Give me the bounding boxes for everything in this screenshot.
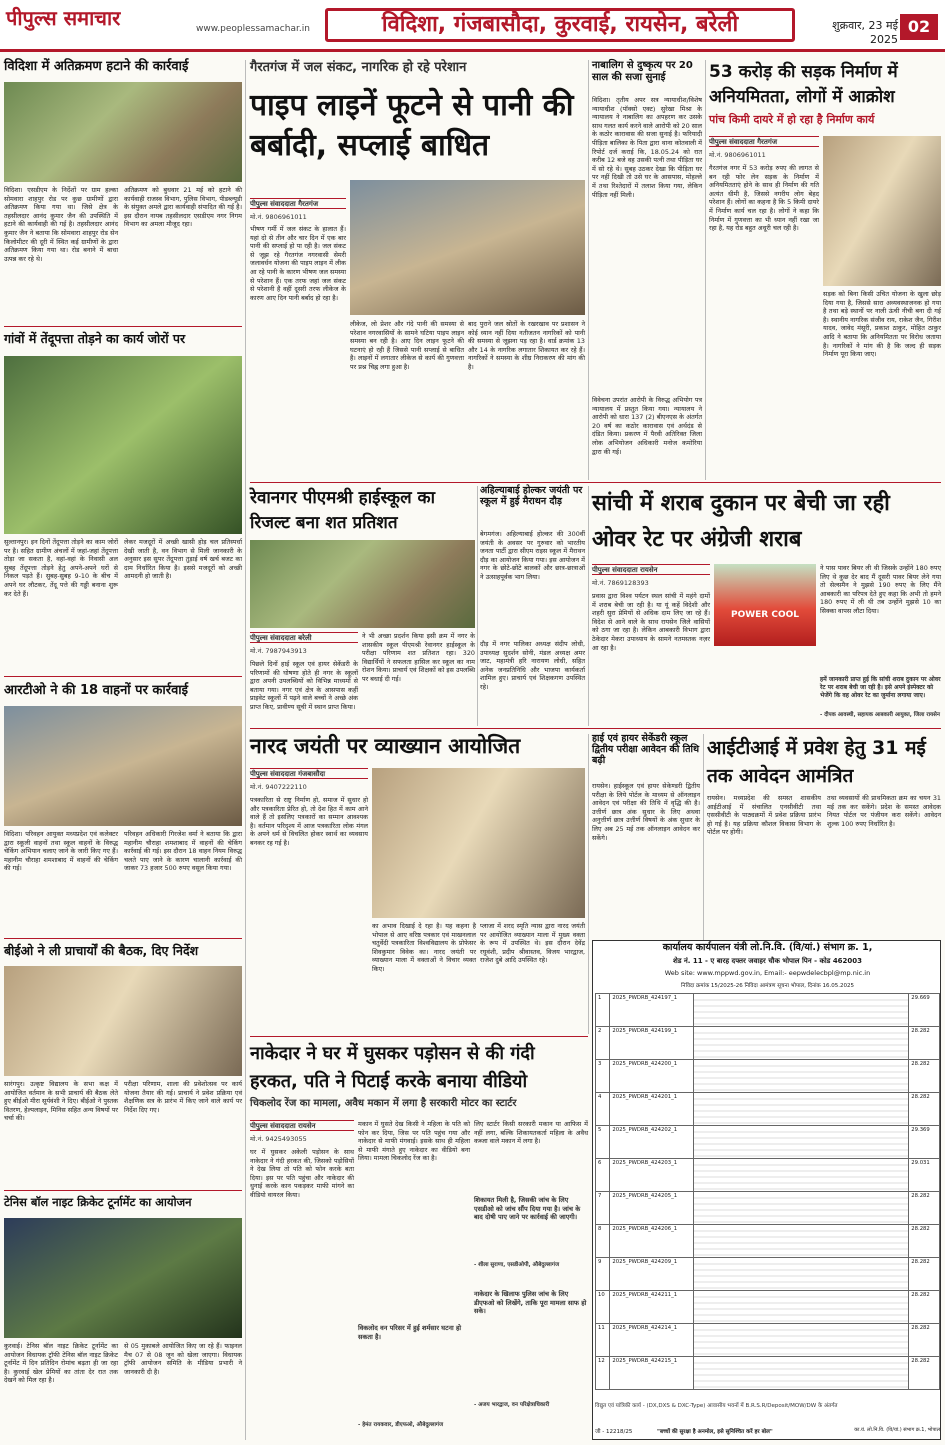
- tender-row: [596, 1159, 940, 1192]
- page-number: 02: [900, 14, 938, 40]
- road-story: [709, 60, 941, 480]
- article-title-encroachment: विदिशा में अतिक्रमण हटाने की कार्रवाई: [4, 59, 189, 74]
- article-body: रायसेन। मध्यप्रदेश की समस्त शासकीय आईटीआई में संचालित एनसीवीटी तथा एससीवीटी के पाठ्यक्रमों में प्रवेश प्रक्रिया प्रारंभ हो गई है। यह प्रक्रिया कौशल विकास विभाग के पोर्टल पर होगी।: [707, 794, 821, 837]
- photo-beo-meeting: [4, 966, 242, 1076]
- tender-row: [596, 1225, 940, 1258]
- photo-lecture-event: [372, 768, 585, 918]
- site-url[interactable]: www.peoplessamachar.in: [196, 24, 310, 34]
- column-rule: [245, 60, 246, 1440]
- tender-number: 2025_PWDRB_424203_1: [610, 1159, 694, 1192]
- photo-school-students: [250, 540, 475, 628]
- byline: पीपुल्स संवाददाता गंजबासौदा: [250, 768, 368, 779]
- tender-serial: 5: [596, 1126, 610, 1159]
- iti-headline: आईटीआई में प्रवेश हेतु 31 मई तक आवेदन आमंत्रित: [707, 737, 926, 787]
- tender-number: 2025_PWDRB_424202_1: [610, 1126, 694, 1159]
- article-body: पत्रकारिता से राष्ट्र निर्माण हो, समाज में सुधार हो और पत्रकारिता प्रेरित हो, तो देश हित में काम आने वाले हैं तो इसलिए पत्रकारों का सम्मान आवश्यक है। वर्तमान परिदृश्य में आज पत्रकारिता लोक मंगल के अपने धर्म से विचलित होकर स्वार्थ का व्यवसाय बनकर रह गई है।: [250, 796, 368, 847]
- issue-date: शुक्रवार, 23 मई 2025: [832, 19, 898, 46]
- tender-serial: 4: [596, 1093, 610, 1126]
- tender-work-cell: [694, 1192, 909, 1225]
- tender-table: [595, 993, 940, 1390]
- tender-amount: 29.031: [909, 1159, 940, 1192]
- article-body: परीक्षा परिणाम, शाला की प्रवेशोत्सव पर कार्य योजना तैयार की गई। प्राचार्य ने प्रवेश प्रक्रिया एवं शैक्षणिक सत्र के प्रारंभ में किए जाने वाले कार्य पर निर्देश दिए गए।: [124, 1080, 242, 1114]
- tender-amount: 28.282: [909, 1060, 940, 1093]
- tender-work-cell: [694, 1324, 909, 1357]
- tender-number: 2025_PWDRB_424200_1: [610, 1060, 694, 1093]
- tender-intro: निविदा क्रमांक 15/2025-26 निविदा आमंत्रण सूचना भोपाल, दिनांक 16.05.2025: [680, 983, 855, 989]
- article-body: दौड़ में नगर पालिका अध्यक्ष संदीप लोधी, उपाध्यक्ष सुदर्शन सोनी, मंडल अध्यक्ष अमर जाट, महामंत्री हरि नारायण लोधी, सहित अनेक जनप्रतिनिधि और भाजपा कार्यकर्ता शामिल हुए। प्राचार्य एवं शिक्षकगण उपस्थित रहे।: [480, 640, 585, 691]
- article-body: मकान में घुसते देख किसी ने महिला के पति को फोन कर दिया, जिस पर पति पहुंच गया और नाकेदार से माफी मंगवाई। इसके साथ ही महिला से माफी मंगाते हुए नाकेदार का वीडियो बना लिया। मामला चिकलोद रेंज का है।: [358, 1120, 470, 1163]
- sdop-quote-attribution: - शीला सुराणा, एसडीओपी, औबेदुल्लागंज: [474, 1262, 560, 1268]
- article-body: कुरवाई। टेनिस बॉल नाइट क्रिकेट टूर्नामेंट का आयोजन विधायक ट्रॉफी टेनिस बॉल नाइट क्रिकेट टूर्नामेंट में दिन प्रतिदिन रोमांच बढ़ता ही जा रहा है। कुरवाई खेल प्रेमियों का तांता देर रात तक देखने को मिल रहा है।: [4, 1342, 118, 1385]
- article-body: सारंगपुर। उत्कृष्ट विद्यालय के सभा कक्ष में आयोजित वर्तमान के सभी प्राचार्य की बैठक लेते हुए बीईओ मीरा सूर्यवंशी ने दिए। बीईओ ने पुस्तक वितरण, हेल्पलाइन, मिनिस सहित अन्य विषयों पर चर्चा की।: [4, 1080, 118, 1123]
- tender-notice: [592, 940, 941, 1440]
- tender-amount: 28.282: [909, 1291, 940, 1324]
- tender-serial: 10: [596, 1291, 610, 1324]
- divider: [250, 728, 941, 729]
- forest-subhead: चिकलोद रेंज का मामला, अवैध मकान में लगा है सरकारी मोटर का स्टार्टर: [250, 1098, 517, 1109]
- lead-kicker: गैरतगंज में जल संकट, नागरिक हो रहे परेशान: [250, 60, 467, 75]
- tender-serial: 11: [596, 1324, 610, 1357]
- article-body: अतिक्रमण को बुधवार 21 मई को हटाने की कार्यवाही राजस्व विभाग, पुलिस विभाग, पीडब्ल्यूडी के संयुक्त अमले द्वारा कार्यवाही संपादित की गई है। इस दौरान नायब तहसीलदार एसडीएम नगर निगम विभाग का अमला मौजूद रहा।: [124, 186, 242, 229]
- tender-serial: 12: [596, 1357, 610, 1390]
- tender-row: [596, 1357, 940, 1390]
- court-headline: नाबालिग से दुष्कृत्य पर 20 साल की सजा सुनाई: [592, 60, 693, 83]
- tender-number: 2025_PWDRB_424199_1: [610, 1027, 694, 1060]
- tender-work-cell: [694, 1093, 909, 1126]
- tender-address: शेड नं. 11 - ए बारह दफ्तर जवाहर चौक भोपाल पिन - कोड 462003: [672, 957, 863, 965]
- tender-row: [596, 1192, 940, 1225]
- tender-work-cell: [694, 1291, 909, 1324]
- range-officer-attribution: - अजय भारद्वाज, वन परिक्षेत्राधिकारी: [474, 1402, 550, 1408]
- photo-night-cricket: [4, 1218, 242, 1338]
- article-title-cricket: टेनिस बॉल नाइट क्रिकेट टूर्नामेंट का आयोजन: [4, 1195, 192, 1209]
- school-headline: रेवानगर पीएमश्री हाईस्कूल का रिजल्ट बना शत प्रतिशत: [250, 488, 436, 533]
- tender-row: [596, 1324, 940, 1357]
- lead-story: [250, 60, 585, 480]
- forest-headline: नाकेदार ने घर में घुसकर पड़ोसन से की गंदी हरकत, पति ने पिटाई करके बनाया वीडियो: [250, 1043, 535, 1092]
- tender-work-description: विद्युत एवं यांत्रिकी कार्य - (DX,DXS & DXC-Type) आवासीय भवनों में B.R.S.R/Deposit/MOW/DW के अंतर्गत: [595, 1403, 838, 1409]
- column-rule: [477, 486, 478, 726]
- tender-work-cell: [694, 1126, 909, 1159]
- tender-number: 2025_PWDRB_424209_1: [610, 1258, 694, 1291]
- divider: [4, 938, 242, 939]
- tender-amount: 29.369: [909, 1126, 940, 1159]
- tender-ref: जी - 12218/25: [595, 1429, 633, 1435]
- marathon-story: [480, 486, 585, 726]
- tender-number: 2025_PWDRB_424206_1: [610, 1225, 694, 1258]
- marathon-headline: अहिल्याबाई होल्कर जयंती पर स्कूल में हुई मैराथन दौड़: [480, 485, 583, 507]
- reporter-mobile: मो.नं. 7987943913: [250, 647, 307, 655]
- tender-amount: 28.282: [909, 1357, 940, 1390]
- article-body: प्लाजा में शरद स्मृति न्यास द्वारा नारद जयंती पर आयोजित व्याख्यान माला में मुख्य वक्ता के रूप में उपस्थित थे। इस दौरान देवेंद्र रघुवंशी, प्रदीप श्रीवास्तव, विजय भारद्वाज, राजेश दुबे आदि उपस्थित रहे।: [480, 922, 585, 965]
- tender-work-cell: [694, 1027, 909, 1060]
- tender-amount: 28.282: [909, 1093, 940, 1126]
- reporter-mobile: मो.नं. 9425493055: [250, 1135, 307, 1143]
- photo-pipe-leak: [350, 180, 585, 315]
- article-body: ने भी अच्छा प्रदर्शन किया इसी क्रम में नगर के शासकीय स्कूल पीएमश्री रेवानगर हाईस्कूल के परीक्षा परिणाम शत प्रतिशत रहा। 320 विद्यार्थियों ने सफलता हासिल कर स्कूल का नाम रोशन किया। प्राचार्य एवं शिक्षकों को इस उपलब्धि पर बधाई दी गई।: [362, 632, 475, 683]
- reporter-mobile: मो.नं. 7869128393: [592, 579, 649, 587]
- tender-row: [596, 1060, 940, 1093]
- article-body: पिछले दिनों हाई स्कूल एवं हायर सेकेंडरी के परिणामों की घोषणा होते ही नगर के स्कूलों द्वारा अपनी उपलब्धियों को विभिन्न माध्यमों से बताया गया। नगर एवं क्षेत्र के आसपास कहीं प्राइवेट स्कूलों में पढ़ने वाले बच्चों ने अच्छे अंक प्राप्त किए, प्रावीण्य सूची में स्थान प्राप्त किया।: [250, 660, 358, 711]
- column-rule: [705, 60, 706, 480]
- divider: [4, 676, 242, 677]
- reporter-mobile: मो.नं. 9407222110: [250, 783, 307, 791]
- edition-title: विदिशा, गंजबासौदा, कुरवाई, रायसेन, बरेली: [325, 8, 795, 42]
- tender-amount: 29.669: [909, 994, 940, 1027]
- tender-amount: 28.282: [909, 1258, 940, 1291]
- article-body: लीकेज, लो प्रेशर और गंदे पानी की समस्या से परेशान नगरवासियों के सामने घटिया पाइप लाइन समस्या बन रही है। आए दिन लाइन फूटने की घटनाएं हो रही हैं जिससे पानी सप्लाई से बाधित है। लाइनों में लगातार लीकेज से कार्य की गुणवत्ता पर प्रश्न चिह्न लगा हुआ है।: [350, 320, 464, 371]
- court-story: [592, 60, 702, 480]
- article-body: परिवहन अधिकारी गिरजेश वर्मा ने बताया कि द्वारा महानीम चौराहा शमशाबाद में वाहनों की चेकिंग कार्रवाई की गई। इस दौरान 18 वाहन नियम विरुद्ध चलते पाए जाने के कारण चालानी कार्रवाई की जाकर 73 हजार 500 रुपए वसूल किया गया।: [124, 830, 242, 873]
- tender-number: 2025_PWDRB_424215_1: [610, 1357, 694, 1390]
- article-body: विवेचना उपरांत आरोपी के विरुद्ध अभियोग पत्र न्यायालय में प्रस्तुत किया गया। न्यायालय ने आरोपी को धारा 137 (2) बीएनएस के अंतर्गत 20 वर्ष का कठोर कारावास एवं अर्थदंड से दंडित किया। प्रकरण में पैरवी अतिरिक्त जिला लोक अभियोजन अधिकारी मनोज कमोरिया द्वारा की गई।: [592, 396, 702, 456]
- article-body: का अभाव दिखाई दे रहा है। यह कहना है भोपाल से आए वरिष्ठ पत्रकार एवं माखनलाल चतुर्वेदी पत्रकारिता विश्वविद्यालय के प्रोफेसर शिवकुमार विवेक का। नारद जयंती पर व्याख्यान माला में वक्ताओं ने विचार व्यक्त किए।: [372, 922, 476, 973]
- article-body: ने पास पावर बियर ली थी जिसके उन्होंने 180 रुपए लिए थे कुछ देर बाद मैं दूसरी पावर बियर लेने गया तो सेल्समैन ने मुझसे 190 रुपए के लिए मैंने आबकारी का परिपत्र देते हुए कहा कि अभी तो हमने 180 रुपए में ली थी तब उन्होंने मुझसे 10 का सिक्का वापस लौटा दिया।: [820, 564, 941, 615]
- tender-work-cell: [694, 1060, 909, 1093]
- article-body: बाद पुराने जल स्रोतों के रखरखाव पर प्रशासन ने कोई ध्यान नहीं दिया नतीजतन नागरिकों को पानी की समस्या से जूझना पड़ रहा है। वार्ड क्रमांक 13 और 14 के नागरिक लगातार शिकायत कर रहे हैं। नागरिकों ने समस्या के शीघ्र निराकरण की मांग की है।: [468, 320, 585, 371]
- article-body: प्रवास द्वारा विश्व पर्यटन स्थल सांची में महंगे दामों में शराब बेची जा रही है। या यूं कहें विदेशी और शहरी सुरा प्रेमियों से अधिक दाम लिए जा रहे हैं। विदेश से आने वाले के साथ रायसेन जिले वासियों को ठगा जा रहा है। लेकिन आबकारी विभाग द्वारा ठेकेदार मेकरा उपाध्याय के सामने नतमस्तक नज़र आ रहा है।: [592, 592, 710, 652]
- liquor-headline: सांची में शराब दुकान पर बेची जा रही ओवर रेट पर अंग्रेजी शराब: [592, 491, 890, 552]
- reporter-mobile: मो.नं. 9806961011: [709, 151, 766, 159]
- article-body: सड़क को बिना किसी उचित योजना के खुला छोड़ दिया गया है, जिससे सारा अव्यवस्थाजनक हो गया है तथा बड़े स्थानों पर नाली ऊंची नीची बना दी गई है। स्थानीय नागरिक संजीव राय, राकेश जैन, गिरीश यादव, जावेद मंसूरी, प्रकाश ठाकुर, मोहित ठाकुर आदि ने बताया कि अनियमितता पर विरोध जताया है। नागरिकों ने मांग की है कि जल्द ही सड़क निर्माण पूरा किया जाए।: [823, 290, 941, 359]
- tender-row: [596, 1258, 940, 1291]
- tender-number: 2025_PWDRB_424214_1: [610, 1324, 694, 1357]
- tender-serial: 8: [596, 1225, 610, 1258]
- tender-serial: 7: [596, 1192, 610, 1225]
- school-story: [250, 486, 475, 726]
- official-quote: हमें जानकारी प्राप्त हुई कि सांची शराब दुकान पर ओवर रेट पर शराब बेची जा रही है। इसे अपने इंस्पेक्टर को भेजेंगे कि वह ओवर रेट का जुर्माना लगाया जाए।: [820, 676, 941, 699]
- article-title-rto: आरटीओ ने की 18 वाहनों पर कार्रवाई: [4, 683, 189, 698]
- tender-work-cell: [694, 1159, 909, 1192]
- can-label: POWER COOL: [730, 610, 800, 620]
- road-subhead: पांच किमी दायरे में हो रहा है निर्माण कार्य: [709, 113, 875, 126]
- column-rule: [588, 60, 589, 480]
- article-body: सुल्तानपुर। इन दिनों तेंदूपत्ता तोड़ने का काम जोरों पर है। सहित ग्रामीण अंचलों में जहां-जहां तेंदूपत्ता तोड़ा जा सकता है, वहां-वहां के निवासी अल सुबह तेंदूपत्ता तोड़ने हेतु अपने-अपने घरों से निकल पड़ते हैं। सुबह-सुबह 9-10 के बीच में अपने घर लौटकर, तेंदू पत्ते की गड्डी बनाना शुरू कर देते हैं।: [4, 538, 118, 598]
- forest-story: [250, 1040, 588, 1440]
- narad-story: [250, 734, 585, 1012]
- tender-work-cell: [694, 1225, 909, 1258]
- tender-signatory: का.यं. लो.नि.वि. (वि/यां.) संभाग क्र.1, भोपाल: [854, 1427, 940, 1433]
- article-title-beo: बीईओ ने ली प्राचार्यों की बैठक, दिए निर्देश: [4, 943, 199, 958]
- tender-number: 2025_PWDRB_424201_1: [610, 1093, 694, 1126]
- tender-row: [596, 1027, 940, 1060]
- article-body: भीषण गर्मी में जल संकट के हालात हैं। यहां दो से तीन और चार दिन में एक बार पानी की सप्लाई हो पा रही है। जल संकट से जूझ रहे गैरतगंज नगरवासी सेमरी जलावर्धन योजना की पाइप लाइन में लीक आ रहे पानी के कारण भीषण जल समस्या से परेशान हैं। एक तरफ जहां जल संकट से परेशानी है वहीं दूसरी तरफ लीकेज के कारण आए दिन पानी बर्बाद हो रहा है।: [250, 225, 346, 302]
- sdop-quote: शिकायत मिली है, जिसकी जांच के लिए एसडीओ को जांच सौंप दिया गया है। जांच के बाद दोषी पाए जाने पर कार्रवाई की जाएगी।: [474, 1196, 581, 1221]
- article-body: रायसेन। हाईस्कूल एवं हायर सेकेण्डरी द्वितीय परीक्षा के लिये पोर्टल के माध्यम से ऑनलाइन आवेदन एवं परीक्षा की तिथि में वृद्धि की है। उत्तीर्ण छात्र अंक सुधार के लिए अथवा अनुत्तीर्ण छात्र उत्तीर्ण विषयों के अंक सुधार के लिए अब 25 मई तक ऑनलाइन आवेदन कर सकेंगे।: [592, 782, 700, 842]
- article-body: विदिशा। तृतीय अपर सत्र न्यायाधीश/विशेष न्यायाधीश (पॉक्सो एक्ट) सुरेखा मिश्रा के न्यायालय ने नाबालिग का अपहरण कर उसके साथ गलत कार्य करने वाले आरोपी को 20 साल के कठोर कारावास की सजा सुनाई है। फरियादी पीड़िता बालिका के पिता द्वारा थाना कोतवाली में रिपोर्ट दर्ज कराई कि, 18.05.24 को रात करीब 12 बजे वह उसकी पत्नी तथा पीड़िता घर में सो रहे थे। सुबह उठकर देखा कि पीड़िता घर पर नहीं दिखी तो उसे घर के आसपास, मोहल्ले में तथा रिश्तेदारों में तलाश किया गया, लेकिन पीड़िता नहीं मिली।: [592, 96, 702, 199]
- tender-number: 2025_PWDRB_424197_1: [610, 994, 694, 1027]
- quote-attribution: - दीपक आवस्थी, सहायक आबकारी आयुक्त, जिला रायसेन: [820, 712, 940, 718]
- newspaper-logo: पीपुल्स समाचार: [6, 6, 121, 30]
- tender-row: [596, 994, 940, 1027]
- tender-amount: 28.282: [909, 1324, 940, 1357]
- tender-serial: 6: [596, 1159, 610, 1192]
- photo-road-construction: [823, 136, 941, 286]
- tender-amount: 28.282: [909, 1192, 940, 1225]
- dfo-quote: विकलोद वन परिसर में हुई शर्मसार घटना हो सकता है।: [358, 1324, 462, 1341]
- narad-headline: नारद जयंती पर व्याख्यान आयोजित: [250, 734, 521, 758]
- tender-serial: 3: [596, 1060, 610, 1093]
- byline: पीपुल्स संवाददाता गैरतगंज: [709, 136, 819, 147]
- tender-work-cell: [694, 1357, 909, 1390]
- tender-amount: 28.282: [909, 1225, 940, 1258]
- article-body: गैरतगंज नगर में 53 करोड़ रुपए की लागत से बन रही फोर लेन सड़क के निर्माण में अनियमितताएं होने के साथ ही निर्माण की गति अत्यंत धीमी है, जिससे नगरीय लोग बेहद परेशान हैं। लोगों का कहना है कि 5 किमी दायरे में निर्माण कार्य चल रहा है। लोगों ने कहा कि निर्माण में गुणवत्ता का भी ध्यान नहीं रखा जा रहा है, यह रोड बहुत अधूरी चल रही है।: [709, 164, 819, 233]
- article-body: विदिशा। एसडीएम के निर्देशों पर ग्राम हल्का सोमवारा शाहपुर रोड पर कुछ ग्रामीणों द्वारा अतिक्रमण किया गया था। जिसे क्षेत्र के तहसीलदार आनंद कुमार जैन की उपस्थिति में हटाने की कार्यवाही की गई है। तहसीलदार आनंद कुमार जैन ने बताया कि सोमवारा शाहपुर रोड सेन किलोमीटर की दूरी में स्थित कई ग्रामीणों के द्वारा अतिक्रमण किया गया था। रोड बनाने में बाधा उत्पन्न कर रहे थे।: [4, 186, 118, 263]
- divider: [4, 326, 242, 327]
- lead-headline: पाइप लाइनें फूटने से पानी की बर्बादी, सप्लाई बाधित: [250, 88, 574, 163]
- article-body: से 05 मुकाबले आयोजित किए जा रहे हैं। फाइनल मैच 07 से 08 जून को खेला जाएगा। विधायक ट्रॉफी आयोजन समिति के मीडिया प्रभारी ने जानकारी दी है।: [124, 1342, 242, 1376]
- divider: [250, 1036, 588, 1037]
- byline: पीपुल्स संवाददाता बरेली: [250, 632, 358, 643]
- left-column: [4, 60, 242, 1440]
- article-body: लिए स्टार्टर किसी सरकारी मकान या आफिस में नहीं लगा, बल्कि शिकायतकर्ता महिला के अवैध कब्जा वाले मकान में लगा है।: [474, 1120, 588, 1146]
- tender-web[interactable]: Web site: www.mppwd.gov.in, Email:- eepwdelecbpl@mp.nic.in: [664, 969, 871, 977]
- photo-rto-checking: [4, 706, 242, 826]
- article-body: बेगमगंज। अहिल्याबाई होल्कर की 300वीं जयंती के अवसर पर गुरुवार को भारतीय जनता पार्टी द्वारा सीएम राइस स्कूल में मैराथन दौड़ का आयोजन किया गया। इस आयोजन में नगर के छोटे-छोटे बालकों और छात्र-छात्राओं ने उत्साहपूर्वक भाग लिया।: [480, 530, 585, 581]
- reporter-mobile: मो.नं. 9806961011: [250, 213, 307, 221]
- liquor-story: [592, 486, 941, 726]
- tender-slogan: "बच्चों की सुरक्षा है अनमोल, इसे सुनिश्चित करें हर बोल": [657, 1429, 773, 1435]
- dfo-quote-attribution: - हेमंत रायकवार, डीएफओ, औबेदुल्लागंज: [358, 1422, 444, 1428]
- tender-number: 2025_PWDRB_424205_1: [610, 1192, 694, 1225]
- tender-work-cell: [694, 1258, 909, 1291]
- photo-encroachment: [4, 82, 242, 182]
- masthead-bar: [0, 0, 945, 52]
- divider: [4, 1190, 242, 1191]
- byline: पीपुल्स संवाददाता रायसेन: [250, 1120, 354, 1131]
- divider: [250, 482, 941, 483]
- article-body: घर में घुसकर अकेली पड़ोसन के साथ नाकेदार ने गंदी हरकत की, जिसको पड़ोसियों ने देख लिया तो पति को फोन करके बता दिया। इस पर पति पहुंचा और नाकेदार की धुनाई करके कान पकड़कर माफी मांगने का वीडियो वायरल किया।: [250, 1148, 354, 1199]
- article-title-tendu: गांवों में तेंदूपत्ता तोड़ने का कार्य जोरों पर: [4, 331, 186, 346]
- tender-row: [596, 1126, 940, 1159]
- byline: पीपुल्स संवाददाता रायसेन: [592, 564, 710, 575]
- tender-office: कार्यालय कार्यपालन यंत्री लो.नि.वि. (वि/यां.) संभाग क्र. 1,: [662, 942, 873, 953]
- article-body: लेकर मजदूरों में अच्छी खासी होड़ चल प्रतिस्पर्धा देखी जाती है, वन विभाग से मिली जानकारी के अनुसार इस सुपर तेंदूपत्ता तुड़ाई वर्ष खर्च बजट का दाम निर्धारित किया है। इससे मजदूरों को अच्छी आमदनी हो जाती है।: [124, 538, 242, 581]
- iti-story: [707, 734, 941, 934]
- column-rule: [588, 734, 589, 1034]
- byline: पीपुल्स संवाददाता गैरतगंज: [250, 198, 346, 209]
- column-rule: [588, 486, 589, 726]
- tender-amount: 28.282: [909, 1027, 940, 1060]
- tender-serial: 2: [596, 1027, 610, 1060]
- photo-beer-can: [714, 564, 816, 646]
- exam-headline: हाई एवं हायर सेकेंडरी स्कूल द्वितीय परीक्षा आवेदन की तिथि बढ़ी: [592, 733, 700, 766]
- article-body: तथा व्यवसायों की प्राथमिकता क्रम का चयन 31 मई तक कर सकेंगे। प्रदेश के समस्त आवेदक नियत पोर्टल पर पंजीयन करा सकेंगे। आवेदन शुल्क 100 रुपए निर्धारित है।: [827, 794, 941, 828]
- tender-row: [596, 1291, 940, 1324]
- tender-row: [596, 1093, 940, 1126]
- tender-serial: 9: [596, 1258, 610, 1291]
- range-officer-quote: नाकेदार के खिलाफ पुलिस जांच के लिए डीएफओ को लिखेंगे, ताकि पूरा मामला साफ हो सके।: [474, 1290, 587, 1315]
- road-headline: 53 करोड़ की सड़क निर्माण में अनियमितता, लोगों में आक्रोश: [709, 62, 898, 107]
- tender-number: 2025_PWDRB_424211_1: [610, 1291, 694, 1324]
- tender-serial: 1: [596, 994, 610, 1027]
- article-body: विदिशा। परिवहन आयुक्त मध्यप्रदेश एवं कलेक्टर द्वारा स्कूली वाहनों तथा स्कूल वाहनों के विरुद्ध चेकिंग अभियान चलाए जाने के जारी किए गए हैं। महानीम चौराहा शमशाबाद में वाहनों की चेकिंग की गई।: [4, 830, 118, 873]
- tender-table-wrap: [595, 993, 940, 1397]
- tender-work-cell: [694, 994, 909, 1027]
- photo-tendu-leaves: [4, 356, 242, 534]
